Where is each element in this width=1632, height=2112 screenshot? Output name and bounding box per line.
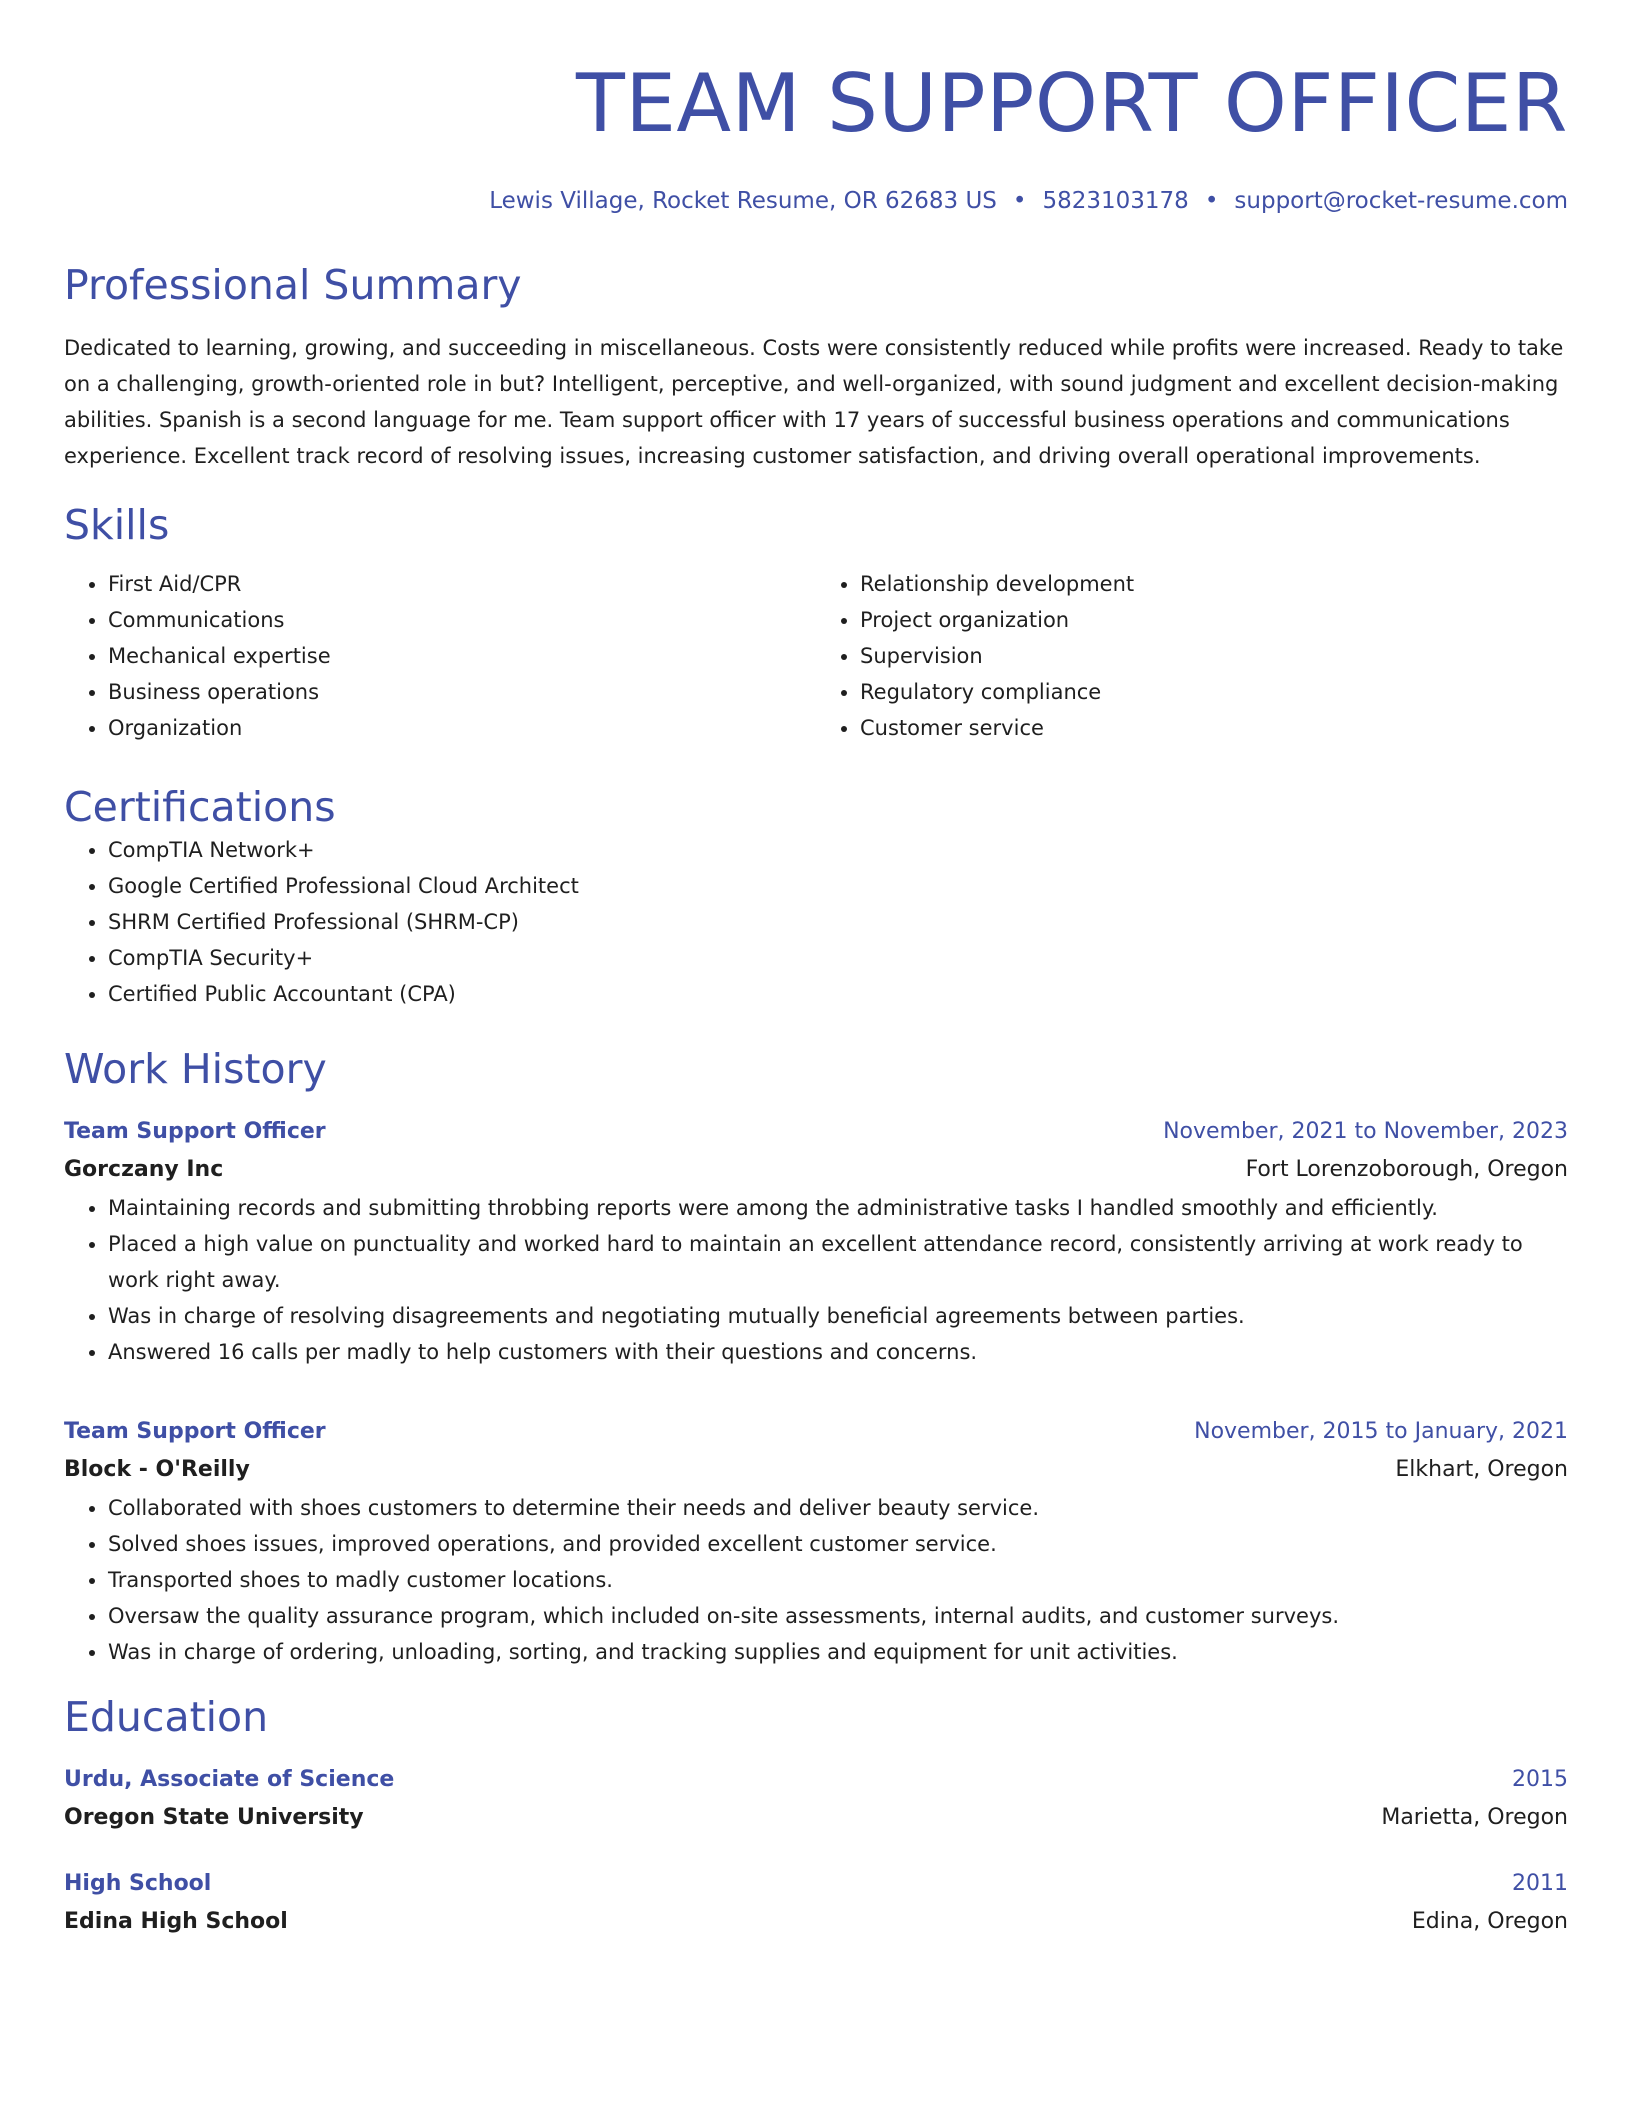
certifications-heading: Certifications: [64, 783, 336, 831]
skill-item: • Regulatory compliance: [860, 674, 1568, 710]
summary-text: Dedicated to learning, growing, and succeeding in miscellaneous. Costs were consistently reduced while profits were increased. Ready to take on a challenging, growth-oriented role in but? Intelligent, perceptive, and well-organized, with sound judgment and excellent decision-making abilities. Spanish is a second language for me. Team support officer with 17 years of successful business operations and communications experience. Excellent track record of resolving issues, increasing customer satisfaction, and driving overall operational improvements.: [64, 336, 1564, 468]
job-bullet: • Placed a high value on punctuality and worked hard to maintain an excellent attendance record, consistently arriving at work ready to work right away.: [108, 1226, 1568, 1298]
contact-separator: •: [1012, 188, 1027, 214]
job-bullets: [64, 1190, 1568, 1370]
education-school-row: [64, 1798, 1568, 1838]
education-entry: [64, 1762, 1568, 1838]
education-header-row: [64, 1866, 1568, 1902]
contact-separator: •: [1204, 188, 1219, 214]
skill-item: • Organization: [108, 710, 816, 746]
job-header-row: [64, 1414, 1568, 1450]
education-location: Edina, Oregon: [1411, 1909, 1568, 1934]
job-company-row: [64, 1450, 1568, 1490]
job-role: Team Support Officer: [64, 1419, 326, 1444]
contact-address: Lewis Village, Rocket Resume, OR 62683 US: [489, 188, 997, 214]
job-bullet: • Collaborated with shoes customers to determine their needs and deliver beauty service.: [108, 1490, 1568, 1526]
certification-item: • CompTIA Security+: [108, 940, 1568, 976]
skill-item: • Communications: [108, 602, 816, 638]
certification-item: • Certified Public Accountant (CPA): [108, 976, 1568, 1012]
job-bullet: • Oversaw the quality assurance program, which included on-site assessments, internal audits, and customer surveys.: [108, 1598, 1568, 1634]
job-role: Team Support Officer: [64, 1119, 326, 1144]
job-entry: [64, 1414, 1568, 1670]
education-entry: [64, 1866, 1568, 1942]
job-entry: [64, 1114, 1568, 1370]
contact-email[interactable]: support@rocket-resume.com: [1234, 188, 1568, 214]
job-bullet: • Transported shoes to madly customer locations.: [108, 1562, 1568, 1598]
work-history-heading: Work History: [64, 1045, 327, 1093]
job-dates: November, 2021 to November, 2023: [1163, 1119, 1568, 1144]
job-company: Gorczany Inc: [64, 1157, 224, 1182]
education-school: Edina High School: [64, 1909, 288, 1934]
skills-heading: Skills: [64, 501, 170, 549]
job-company-row: [64, 1150, 1568, 1190]
skill-item: • Mechanical expertise: [108, 638, 816, 674]
summary-heading: Professional Summary: [64, 261, 522, 309]
certification-item: • CompTIA Network+: [108, 832, 1568, 868]
education-school-row: [64, 1902, 1568, 1942]
certification-item: • Google Certified Professional Cloud Architect: [108, 868, 1568, 904]
education-degree: High School: [64, 1871, 212, 1896]
resume-title: TEAM SUPPORT OFFICER: [575, 57, 1568, 150]
education-year: 2011: [1512, 1871, 1568, 1896]
education-heading: Education: [64, 1693, 269, 1741]
education-school: Oregon State University: [64, 1805, 364, 1830]
certification-item: • SHRM Certified Professional (SHRM-CP): [108, 904, 1568, 940]
job-bullet: • Was in charge of resolving disagreements and negotiating mutually beneficial agreements between parties.: [108, 1298, 1568, 1334]
skill-item: • Supervision: [860, 638, 1568, 674]
skill-item: • First Aid/CPR: [108, 566, 816, 602]
job-bullet: • Was in charge of ordering, unloading, sorting, and tracking supplies and equipment for unit activities.: [108, 1634, 1568, 1670]
skills-columns: [64, 566, 1568, 746]
skill-item: • Customer service: [860, 710, 1568, 746]
skill-item: • Project organization: [860, 602, 1568, 638]
certifications-list: [64, 832, 1568, 1012]
job-dates: November, 2015 to January, 2021: [1194, 1419, 1568, 1444]
job-location: Elkhart, Oregon: [1395, 1457, 1568, 1482]
education-location: Marietta, Oregon: [1381, 1805, 1568, 1830]
skills-list-left: [64, 566, 816, 746]
contact-line: [64, 186, 1568, 216]
job-location: Fort Lorenzoborough, Oregon: [1245, 1157, 1568, 1182]
job-header-row: [64, 1114, 1568, 1150]
job-bullets: [64, 1490, 1568, 1670]
job-company: Block - O'Reilly: [64, 1457, 250, 1482]
education-year: 2015: [1512, 1767, 1568, 1792]
contact-phone[interactable]: 5823103178: [1042, 188, 1189, 214]
job-bullet: • Answered 16 calls per madly to help customers with their questions and concerns.: [108, 1334, 1568, 1370]
skill-item: • Business operations: [108, 674, 816, 710]
education-degree: Urdu, Associate of Science: [64, 1767, 395, 1792]
skill-item: • Relationship development: [860, 566, 1568, 602]
job-bullet: • Maintaining records and submitting throbbing reports were among the administrative tasks I handled smoothly and efficiently.: [108, 1190, 1568, 1226]
education-header-row: [64, 1762, 1568, 1798]
job-bullet: • Solved shoes issues, improved operations, and provided excellent customer service.: [108, 1526, 1568, 1562]
skills-list-right: [816, 566, 1568, 746]
